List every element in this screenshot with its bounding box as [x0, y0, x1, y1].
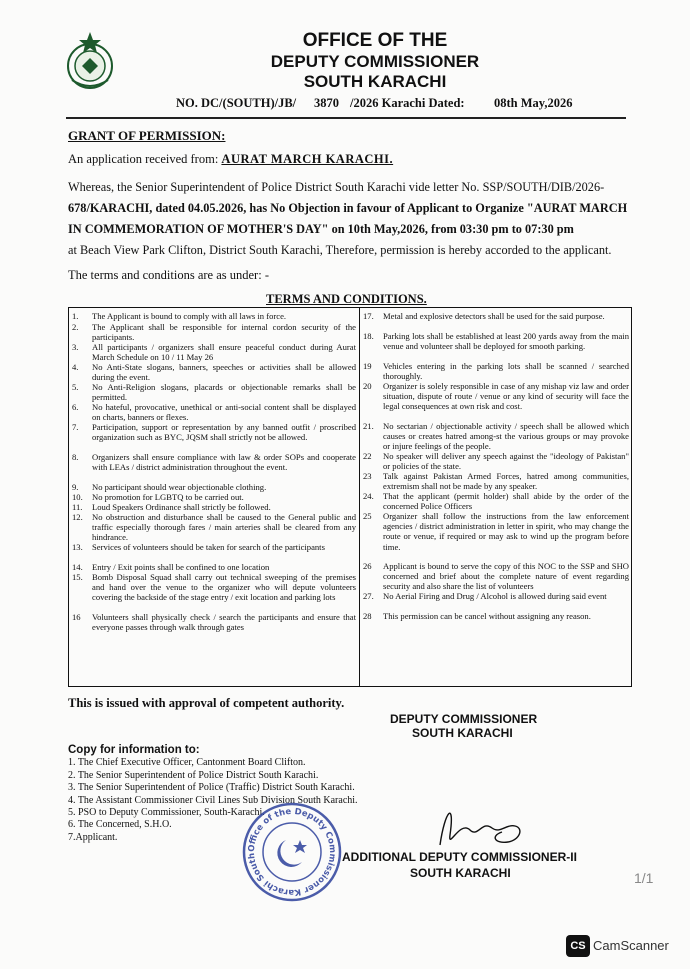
condition-text: The Applicant shall be responsible for internal cordon security of the participants.	[92, 322, 356, 343]
copy-item: 3. The Senior Superintendent of Police (Traffic) District South Karachi.	[68, 782, 355, 794]
condition-text: Bomb Disposal Squad shall carry out technical sweeping of the premises and hand over the venue to the organizer who will depute volunteers covering the backside of the stage entry / exit location and parking lots	[92, 572, 356, 603]
camscanner-logo-icon: CS	[566, 935, 590, 957]
condition-number: 2.	[72, 322, 79, 332]
condition-number: 15.	[72, 572, 83, 582]
condition-number: 9.	[72, 482, 79, 492]
condition-number: 27.	[363, 591, 374, 601]
condition-number: 5.	[72, 382, 79, 392]
condition-number: 14.	[72, 562, 83, 572]
official-seal-stamp	[240, 800, 344, 904]
condition-text: Volunteers shall physically check / search the participants and ensure that everyone passes through walk through gates	[92, 612, 356, 633]
application-line	[68, 152, 393, 167]
paragraph-line: at Beach View Park Clifton, District South Karachi, Therefore, permission is hereby accorded to the applicant.	[68, 243, 612, 257]
reference-date: 08th May,2026	[494, 96, 573, 110]
condition-number: 7.	[72, 422, 79, 432]
condition-number: 11.	[72, 502, 83, 512]
deputy-commissioner-signatory	[390, 712, 537, 740]
page-indicator: 1/1	[634, 870, 654, 886]
camscanner-watermark: CamScanner	[593, 938, 669, 953]
office-district: SOUTH KARACHI	[303, 72, 447, 91]
copy-item: 2. The Senior Superintendent of Police District South Karachi.	[68, 769, 319, 781]
conditions-left-column	[69, 308, 360, 686]
condition-text: Talk against Pakistan Armed Forces, hatred among communities, extremism shall not be made by any speaker.	[383, 471, 629, 492]
condition-text: No Anti-Religion slogans, placards or objectionable remarks shall be permitted.	[92, 382, 356, 403]
condition-text: Loud Speakers Ordinance shall strictly be followed.	[92, 502, 271, 512]
condition-number: 26	[363, 561, 372, 571]
copy-item: 7.Applicant.	[68, 831, 118, 843]
condition-number: 20	[363, 381, 372, 391]
condition-text: No participant should wear objectionable clothing.	[92, 482, 267, 492]
government-emblem-icon	[58, 30, 122, 94]
condition-number: 1.	[72, 311, 79, 321]
condition-number: 19	[363, 361, 372, 371]
condition-text: That the applicant (permit holder) shall abide by the order of the concerned Police Officers	[383, 491, 629, 512]
reference-place-dated: /2026 Karachi Dated:	[350, 96, 465, 110]
conditions-table	[68, 307, 632, 687]
condition-number: 12.	[72, 512, 83, 522]
grant-title: GRANT OF PERMISSION:	[68, 128, 226, 143]
condition-number: 24.	[363, 491, 374, 501]
condition-number: 23	[363, 471, 372, 481]
paragraph-line: 678/KARACHI, dated 04.05.2026, has No Objection in favour of Applicant to Organize "AURAT MARCH	[68, 201, 628, 215]
condition-text: Entry / Exit points shall be confined to one location	[92, 562, 270, 572]
office-title: OFFICE OF THE	[302, 30, 448, 51]
condition-number: 17.	[363, 311, 374, 321]
condition-text: Applicant is bound to serve the copy of this NOC to the SSP and SHO concerned and brief about the complete nature of event regarding security and also share the list of volunteers	[383, 561, 629, 592]
condition-number: 6.	[72, 402, 79, 412]
paragraph-line: Whereas, the Senior Superintendent of Police District South Karachi vide letter No. SSP/SOUTH/DIB/2026-	[68, 180, 605, 194]
condition-number: 18.	[363, 331, 374, 341]
application-prefix: An application received from:	[68, 152, 219, 166]
condition-text: No hateful, provocative, unethical or anti-social content shall be displayed on charts, banners or flexes.	[92, 402, 356, 423]
signatory-title: DEPUTY COMMISSIONER	[390, 712, 538, 726]
terms-intro: The terms and conditions are as under: -	[68, 268, 269, 282]
condition-text: This permission can be cancel without assigning any reason.	[383, 611, 591, 621]
condition-number: 13.	[72, 542, 83, 552]
header-divider	[66, 117, 626, 119]
condition-number: 22	[363, 451, 372, 461]
condition-text: Participation, support or representation by any banned outfit / proscribed organization such as BYC, JQSM shall strictly not be allowed.	[92, 422, 356, 443]
condition-number: 25	[363, 511, 372, 521]
seal-text: Office of the Deputy Commissioner Karachi South	[246, 806, 338, 898]
approval-note: This is issued with approval of competent authority.	[68, 696, 345, 710]
signatory-district: SOUTH KARACHI	[412, 726, 513, 740]
applicant-name: AURAT MARCH KARACHI.	[221, 152, 394, 166]
copy-item: 4. The Assistant Commissioner Civil Lines Sub Division South Karachi.	[68, 794, 358, 806]
condition-number: 28	[363, 611, 372, 621]
additional-dc-district: SOUTH KARACHI	[410, 866, 511, 880]
whereas-paragraph	[68, 177, 628, 261]
condition-text: No Aerial Firing and Drug / Alcohol is allowed during said event	[383, 591, 607, 601]
condition-text: Metal and explosive detectors shall be used for the said purpose.	[383, 311, 605, 321]
condition-text: No speaker will deliver any speech against the "ideology of Pakistan" or policies of the state.	[383, 451, 629, 472]
copy-item: 1. The Chief Executive Officer, Cantonment Board Clifton.	[68, 757, 306, 769]
additional-dc-title: ADDITIONAL DEPUTY COMMISSIONER-II	[342, 850, 577, 864]
condition-number: 10.	[72, 492, 83, 502]
condition-text: All participants / organizers shall ensure peaceful conduct during Aurat March Schedule on 10 / 11 May 26	[92, 342, 356, 363]
reference-serial: 3870	[314, 96, 339, 110]
condition-text: Vehicles entering in the parking lots shall be scanned / searched thoroughly.	[383, 361, 629, 382]
office-name: DEPUTY COMMISSIONER	[270, 52, 480, 71]
condition-text: Organizer shall follow the instructions from the law enforcement agencies / district administration in letter in spirit, who may change the route or venue, if required or may ask to wind up the program before time.	[383, 511, 629, 552]
condition-text: No promotion for LGBTQ to be carried out.	[92, 492, 244, 502]
condition-number: 16	[72, 612, 81, 622]
paragraph-line: IN COMMEMORATION OF MOTHER'S DAY" on 10th May,2026, from 03:30 pm to 07:30 pm	[68, 222, 574, 236]
condition-text: Services of volunteers should be taken for search of the participants	[92, 542, 325, 552]
copy-title: Copy for information to:	[68, 744, 200, 756]
condition-text: Parking lots shall be established at least 200 yards away from the main venue and volunteer shall be deployed for smooth parking.	[383, 331, 629, 352]
reference-number: NO. DC/(SOUTH)/JB/	[176, 96, 297, 110]
condition-text: No sectarian / objectionable activity / speech shall be allowed which causes or creates hatred among-st the various groups or may provoke or injure feelings of the people.	[383, 421, 629, 452]
condition-number: 4.	[72, 362, 79, 372]
svg-text:Office of the Deputy Commissio	[247, 807, 337, 897]
condition-number: 8.	[72, 452, 79, 462]
condition-number: 3.	[72, 342, 79, 352]
terms-title: TERMS AND CONDITIONS.	[266, 292, 427, 306]
conditions-right-column	[360, 308, 631, 686]
condition-number: 21.	[363, 421, 374, 431]
condition-text: No obstruction and disturbance shall be caused to the General public and traffic especially thorough fares / main arteries shall be cleared from any hindrance.	[92, 512, 356, 543]
copy-item: 6. The Concerned, S.H.O.	[68, 819, 172, 831]
condition-text: No Anti-State slogans, banners, speeches or activities shall be allowed during the event.	[92, 362, 356, 383]
condition-text: Organizers shall ensure compliance with law & order SOPs and cooperate with LEAs / district administration throughout the event.	[92, 452, 356, 473]
condition-text: The Applicant is bound to comply with all laws in force.	[92, 311, 287, 321]
condition-text: Organizer is solely responsible in case of any mishap viz law and order situation, dispute of route / venue or any kind of security will face the legal consequences at own risk and cost.	[383, 381, 629, 412]
copy-item: 5. PSO to Deputy Commissioner, South-Karachi.	[68, 807, 265, 819]
